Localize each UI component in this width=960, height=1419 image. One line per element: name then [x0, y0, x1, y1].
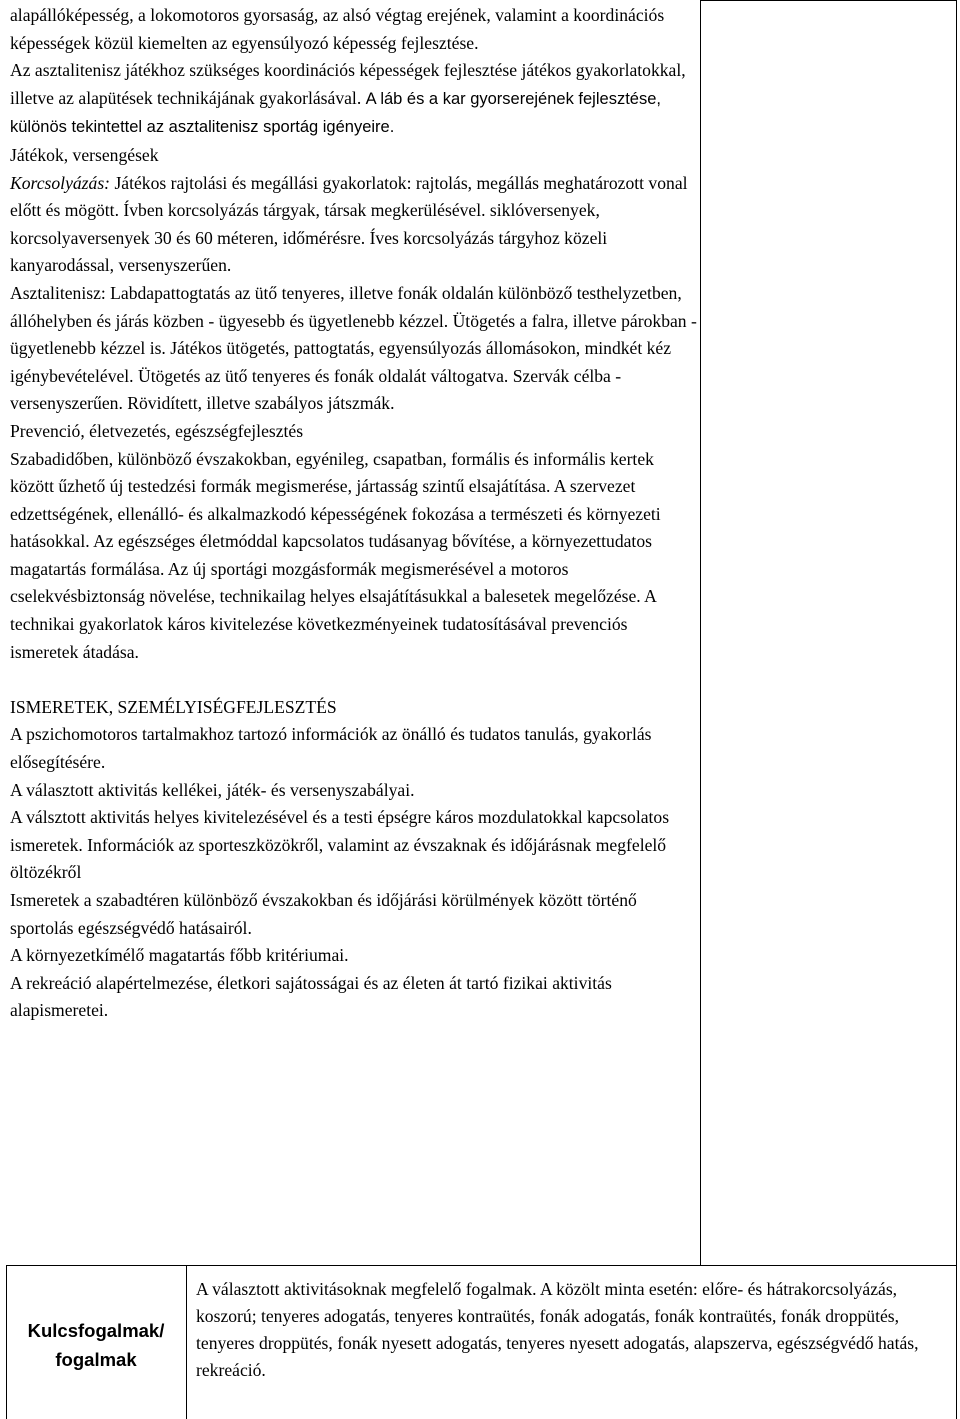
heading-prevention: Prevenció, életvezetés, egészségfejlesztés — [10, 420, 304, 441]
table-top-border — [700, 0, 957, 1]
paragraph-basic-abilities: alapállóképesség, a lokomotoros gyorsaság, az alsó végtag erejének, valamint a koordinációs képességek közül kiemelten az egyensúlyozó képesség fejlesztése. — [10, 5, 665, 53]
paragraph-recreation: A rekreáció alapértelmezése, életkori sajátosságai és az életen át tartó fizikai aktivitás alapismeretei. — [10, 972, 612, 1021]
paragraph-leisure-training: Szabadidőben, különböző évszakokban, egyénileg, csapatban, formális és informális kertek között űzhető új testedzési formák megismerése, jártasság szintű elsajátítása. A szervezet edzettségének, ellenálló- és alkalmazkodó képességének fokozása a természeti és környezeti hatásokkal. Az egészséges életmóddal kapcsolatos tudásanyag bővítése, a környezettudatos magatartás formálása. Az új sportági mozgásformák megismerésével a motoros cselekvésbiztonság növelése, technikailag helyes elsajátításukkal a balesetek megelőzése. A technikai gyakorlatok káros kivitelezése következményeinek tudatosításával prevenciós ismeretek átadása. — [10, 448, 661, 662]
table-right-border — [956, 0, 957, 1419]
key-concepts-text: A választott aktivitásoknak megfelelő fogalmak. A közölt minta esetén: előre- és hátrakorcsolyázás, koszorú; tenyeres adogatás, tenyeres kontraütés, fonák adogatás, fonák kontraütés, fonák droppütés, tenyeres droppütés, fonák nyesett adogatás, tenyeres nyesett adogatás, alapszerva, egészségvédő hatás, rekreáció. — [196, 1279, 919, 1380]
paragraph-outdoor: Ismeretek a szabadtéren különböző évszakokban és időjárási körülmények között történő sportolás egészségvédő hatásairól. — [10, 890, 637, 938]
paragraph-execution: A válsztott aktivitás helyes kivitelezésével és a testi épségre káros mozdulatokkal kapcsolatos ismeretek. Információk az sporteszközökről, valamint az évszaknak és időjárásnak megfelelő öltözékről — [10, 807, 670, 883]
paragraph-table-tennis: Asztalitenisz: Labdapattogtatás az ütő tenyeres, illetve fonák oldalán különböző testhelyzetben, állóhelyben és járás közben - ügyesebb és ügyetlenebb kézzel. Ütögetés a falra, illetve párokban - ügyetlenebb kézzel is. Játékos ütögetés, pattogtatás, egyensúlyozás állomásokon, mindkét kéz igénybevételével. Ütögetés az ütő tenyeres és fonák oldalát váltogatva. Szervák célba - versenyszerűen. Rövidített, illetve szabályos játszmák. — [10, 282, 697, 414]
paragraph-equipment-rules: A választott aktivitás kellékei, játék- és versenyszabályai. — [10, 779, 415, 800]
skating-label: Korcsolyázás: — [10, 172, 111, 193]
paragraph-table-tennis-coordination: Az asztalitenisz játékhoz szükséges koordinációs képességek fejlesztése játékos gyakorlatokkal, illetve az alapütések technikájának gyakorlásával. A láb és a kar gyorserejének fejlesztése, különös tekintettel az asztalitenisz sportág igényeire. — [10, 60, 686, 137]
paragraph-skating: Korcsolyázás: Játékos rajtolási és megállási gyakorlatok: rajtolás, megállás meghatározott vonal előtt és mögött. Ívben korcsolyázás tárgyak, társak megkerülésével. siklóversenyek, korcsolyaversenyek 30 és 60 méteren, időmérésre. Íves korcsolyázás tárgyhoz közeli kanyarodással, versenyszerűen. — [10, 172, 688, 276]
row-divider — [6, 1265, 957, 1266]
paragraph-environment: A környezetkímélő magatartás főbb kritériumai. — [10, 945, 349, 966]
heading-games-competitions: Játékok, versengések — [10, 144, 159, 165]
paragraph-psychomotor: A pszichomotoros tartalmakhoz tartozó információk az önálló és tudatos tanulás, gyakorlás elősegítésére. — [10, 724, 652, 773]
right-column-left-border — [700, 0, 701, 1265]
leg-arm-strength-text: A láb és a kar gyorserejének fejlesztése, különös tekintettel az asztalitenisz sportág igényeire. — [10, 89, 661, 137]
key-concepts-label: Kulcsfogalmak/ fogalmak — [27, 1320, 165, 1370]
spacer — [10, 666, 700, 694]
development-content-cell — [10, 2, 700, 1025]
heading-knowledge: ISMERETEK, SZEMÉLYISÉGFEJLESZTÉS — [10, 696, 337, 717]
key-column-divider — [186, 1265, 187, 1419]
